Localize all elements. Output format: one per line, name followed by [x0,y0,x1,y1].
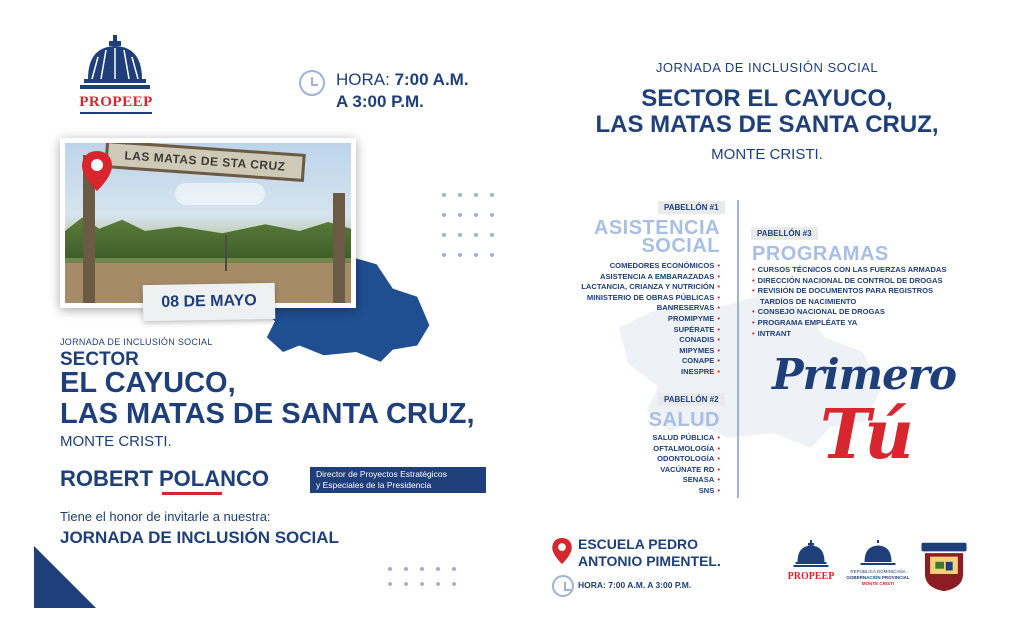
pavilion-1-tag: PABELLÓN #1 [658,201,725,214]
list-item: MINISTERIO DE OBRAS PÚBLICAS • [586,292,720,302]
venue-hora: HORA: 7:00 A.M. A 3:00 P.M. [578,580,692,590]
right-title-line-1: SECTOR EL CAYUCO, [641,85,893,112]
hora-line-2: A 3:00 P.M. [336,92,424,111]
venue-line-2: ANTONIO PIMENTEL. [578,553,721,569]
gobernacion-dome-icon [860,540,896,568]
host-role-line-1: Director de Proyectos Estratégicos [316,469,447,479]
dots-pattern-bottom [388,567,468,587]
list-item: INESPRE • [680,366,720,376]
corner-triangle [34,546,96,608]
left-kicker: JORNADA DE INCLUSIÓN SOCIAL [60,337,213,347]
photo-trees [65,213,351,258]
event-date-tag: 08 DE MAYO [143,283,276,321]
host-role-box [310,467,486,493]
list-item: ODONTOLOGÍA • [657,454,720,464]
arch-sign [104,143,305,182]
pavilion-divider [737,200,739,498]
hora-start: 7:00 A.M. [394,70,469,89]
left-title-line-1: EL CAYUCO, [60,367,236,399]
left-poster [0,0,510,640]
list-item: COMEDORES ECONÓMICOS • [609,261,720,270]
list-item: • INTRANT [752,328,791,338]
list-item: LACTANCIA, CRIANZA Y NUTRICIÓN • [581,282,720,292]
pavilion-3-tag: PABELLÓN #3 [751,227,818,240]
pavilion-1-title-line-2: SOCIAL [641,235,720,257]
pavilion-2-title: SALUD [648,409,720,431]
hora-line-1 [336,70,469,90]
dots-pattern-top [442,193,502,263]
invite-text: Tiene el honor de invitarle a nuestra: [60,509,271,524]
host-name [60,466,269,492]
list-item: VACÚNATE RD • [660,464,720,474]
host-name-underline [162,492,222,495]
photo-cloud [175,183,265,205]
list-item: SALUD PÚBLICA • [652,433,720,442]
list-item: OFTALMOLOGÍA • [653,443,720,453]
list-item: • PROGRAMA EMPLÉATE YA [752,317,858,327]
logo-rule [80,112,152,114]
hora-label: HORA: [336,70,395,89]
right-kicker: JORNADA DE INCLUSIÓN SOCIAL [655,60,879,75]
venue-line-1: ESCUELA PEDRO [578,536,699,552]
list-item: BANRESERVAS • [656,303,720,313]
propeep-logo-text: PROPEEP [79,94,153,110]
propeep-small-logo-text: PROPEEP [787,571,835,582]
left-sector-label: SECTOR [60,349,139,370]
venue-clock-icon [552,575,574,597]
gobernacion-line-2: GOBERNACIÓN PROVINCIAL [846,575,910,580]
pavilion-2-list [560,433,720,497]
list-item: PROMIPYME • [667,313,720,323]
list-item: CONADIS • [679,335,720,345]
pavilion-3-title: PROGRAMAS [752,243,889,265]
list-item: SUPÉRATE • [673,324,720,334]
left-province: MONTE CRISTI. [60,433,172,450]
slogan-primero: Primero [772,350,956,399]
host-first-name: ROBERT [60,466,159,491]
list-item: TARDÍOS DE NACIMIENTO [760,296,857,306]
pavilion-2-tag: PABELLÓN #2 [658,393,725,406]
right-title-line-2: LAS MATAS DE SANTA CRUZ, [595,111,939,138]
slogan-tu: Tú [820,395,914,475]
list-item: SNS • [698,485,720,495]
list-item: • REVISIÓN DE DOCUMENTOS PARA REGISTROS [752,286,934,296]
gobernacion-line-3: MONTE CRISTI [861,581,895,586]
venue-pin-icon [552,538,572,564]
pavilion-1-title-line-1: ASISTENCIA [593,217,720,239]
propeep-small-dome-icon [793,540,829,568]
list-item: CONAPE • [681,356,720,366]
list-item: • DIRECCIÓN NACIONAL DE CONTROL DE DROGAS [752,275,943,285]
list-item: SENASA • [682,475,720,485]
list-item: ASISTENCIA A EMBARAZADAS • [599,271,720,281]
propeep-dome-icon [80,35,150,91]
right-province: MONTE CRISTI. [711,146,823,163]
list-item: • CONSEJO NACIONAL DE DROGAS [752,307,885,317]
gobernacion-line-1: REPÚBLICA DOMINICANA [850,569,906,574]
pavilion-3-list [752,265,982,339]
clock-icon [299,70,325,96]
gobernacion-logo-text [846,569,910,587]
pavilion-1-list [520,261,720,378]
list-item: • CURSOS TÉCNICOS CON LAS FUERZAS ARMADAS [752,265,947,274]
municipal-crest-icon [918,540,970,594]
arch-sign-text: LAS MATAS DE STA CRUZ [124,148,286,174]
arch-right-post [333,193,345,303]
photo-power-pole [225,235,227,271]
left-title-line-2: LAS MATAS DE SANTA CRUZ, [60,398,475,430]
host-last-name: POLANCO [159,466,269,491]
list-item: MIPYMES • [679,345,720,355]
host-role-line-2: y Especiales de la Presidencia [316,480,432,490]
location-pin-icon [82,150,112,192]
event-name: JORNADA DE INCLUSIÓN SOCIAL [60,528,339,547]
